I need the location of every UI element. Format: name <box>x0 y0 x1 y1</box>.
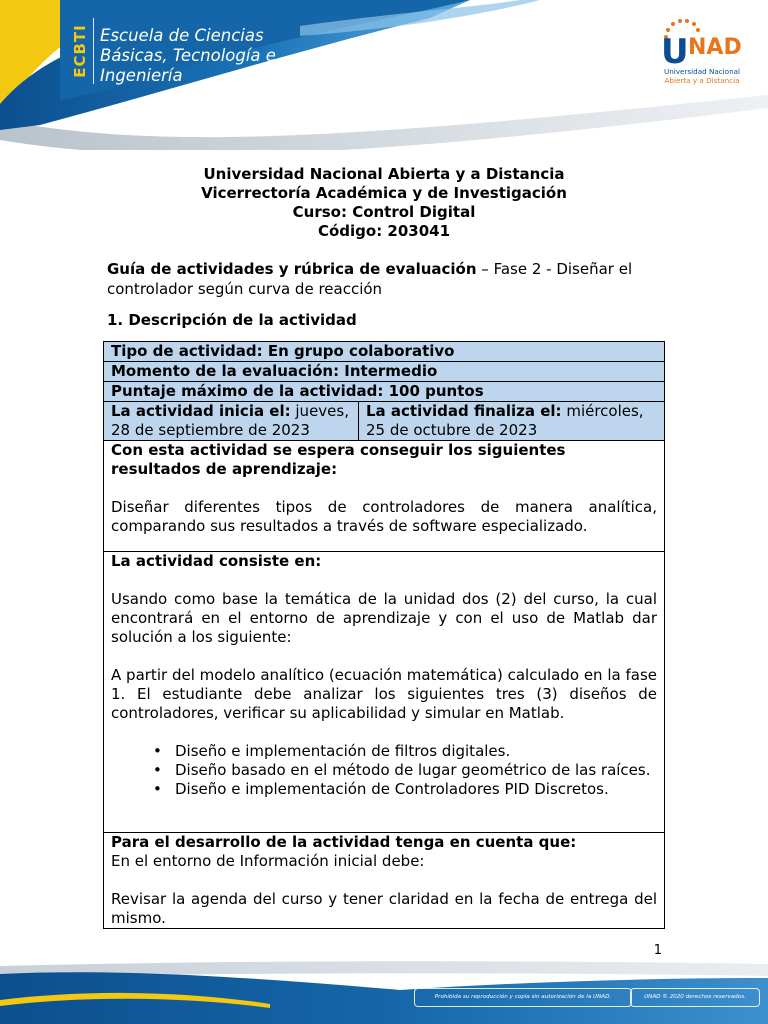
logo-caption <box>660 67 744 85</box>
unad-logo <box>658 18 744 88</box>
table-row <box>104 342 665 362</box>
activity-consists-heading: La actividad consiste en: <box>111 552 322 570</box>
learning-outcomes-cell <box>104 441 665 552</box>
activity-notes-cell <box>104 833 665 929</box>
school-name-line: Básicas, Tecnología e <box>100 46 276 65</box>
end-date-cell <box>359 402 665 441</box>
activity-consists-paragraph: Usando como base la temática de la unidad dos (2) del curso, la cual encontrará en el entorno de aprendizaje y con el uso de Matlab dar solución a los siguiente: <box>111 590 658 646</box>
start-value: jueves, 28 de septiembre de 2023 <box>111 402 349 439</box>
activity-notes-line: En el entorno de Información inicial debe: <box>111 852 425 870</box>
title-course: Curso: Control Digital <box>292 203 476 221</box>
school-name-line: Ingeniería <box>100 66 183 85</box>
ecbti-label <box>68 15 92 87</box>
list-item: • Diseño e implementación de filtros digitales. <box>175 742 657 761</box>
logo-letters-nad: NAD <box>688 35 742 60</box>
activity-notes-line: Revisar la agenda del curso y tener claridad en la fecha de entrega del mismo. <box>111 890 658 927</box>
activity-consists-paragraph: A partir del modelo analítico (ecuación matemática) calculado en la fase 1. El estudiante debe analizar los siguientes tres (3) diseños de controladores, verificar su aplicabilidad y simular en Matlab. <box>111 666 658 722</box>
footer-notice: Prohibida su reproducción y copia sin autorización de la UNAD. <box>414 988 632 1007</box>
ecbti-text: ECBTI <box>71 24 90 78</box>
activity-consists-cell <box>104 552 665 833</box>
table-row <box>104 552 665 833</box>
guide-label: Guía de actividades y rúbrica de evaluación <box>107 260 477 278</box>
guide-phase: – Fase 2 - Diseñar el controlador según curva de reacción <box>107 260 633 298</box>
learning-outcomes-heading: Con esta actividad se espera conseguir los siguientes resultados de aprendizaje: <box>111 441 566 478</box>
section-heading: 1. Descripción de la actividad <box>107 311 357 329</box>
list-item: • Diseño e implementación de Controladores PID Discretos. <box>175 780 657 799</box>
document-title <box>150 165 618 241</box>
title-university: Universidad Nacional Abierta y a Distancia <box>203 165 565 183</box>
title-vicerrectoria: Vicerrectoría Académica y de Investigación <box>201 184 567 202</box>
title-code: Código: 203041 <box>317 222 451 240</box>
activity-notes-heading: Para el desarrollo de la actividad tenga en cuenta que: <box>111 833 577 851</box>
table-row <box>104 833 665 929</box>
logo-caption-line1: Universidad Nacional <box>663 67 741 76</box>
table-row <box>104 382 665 402</box>
activity-table <box>103 341 665 929</box>
table-row <box>104 362 665 382</box>
end-label: La actividad finaliza el: <box>366 402 562 420</box>
table-row <box>104 441 665 552</box>
school-name <box>100 26 300 86</box>
guide-title <box>107 259 667 299</box>
activity-type: Tipo de actividad: En grupo colaborativo <box>104 342 665 362</box>
footer-copyright: UNAD © 2020 derechos reservados. <box>630 988 760 1007</box>
start-label: La actividad inicia el: <box>111 402 291 420</box>
header-divider <box>93 18 94 84</box>
list-item: • Diseño basado en el método de lugar geométrico de las raíces. <box>175 761 657 780</box>
logo-letter-u: U <box>661 32 689 68</box>
end-value: miércoles, 25 de octubre de 2023 <box>366 402 644 439</box>
unad-logo-mark <box>658 18 744 68</box>
start-date-cell <box>104 402 359 441</box>
max-score: Puntaje máximo de la actividad: 100 puntos <box>104 382 665 402</box>
learning-outcomes-text: Diseñar diferentes tipos de controladores de manera analítica, comparando sus resultados a través de software especializado. <box>111 498 658 535</box>
table-row <box>104 402 665 441</box>
evaluation-moment: Momento de la evaluación: Intermedio <box>104 362 665 382</box>
logo-caption-line2: Abierta y a Distancia <box>664 76 740 85</box>
school-name-line: Escuela de Ciencias <box>100 26 264 45</box>
page-number: 1 <box>653 943 662 958</box>
designs-list <box>111 742 657 799</box>
